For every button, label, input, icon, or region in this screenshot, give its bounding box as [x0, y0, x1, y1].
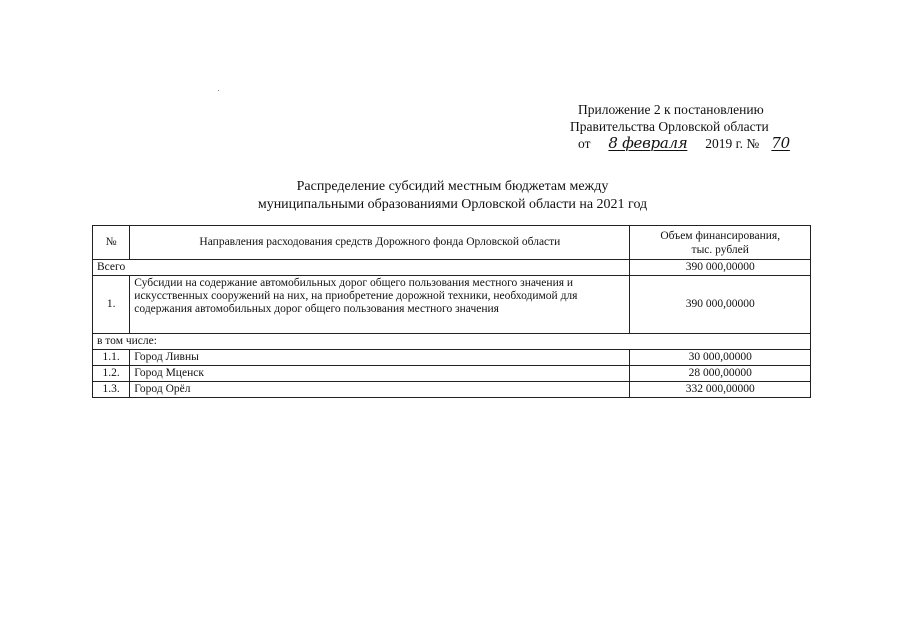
total-label: Всего — [93, 260, 630, 276]
table-header-row — [93, 226, 811, 260]
main-row-num: 1. — [93, 276, 130, 334]
row-num: 1.2. — [93, 366, 130, 382]
row-name: Город Мценск — [130, 366, 630, 382]
appendix-year-text: 2019 г. № — [705, 136, 760, 151]
including-label: в том числе: — [93, 334, 811, 350]
appendix-block — [570, 101, 810, 152]
handwritten-number: 70 — [771, 134, 790, 152]
table-row — [93, 382, 811, 398]
header-amount-line-1: Объем финансирования, — [660, 229, 781, 242]
header-num: № — [93, 226, 130, 260]
appendix-line-1: Приложение 2 к постановлению — [578, 102, 764, 117]
appendix-from-prefix: от — [578, 136, 591, 151]
document-title — [200, 178, 705, 214]
row-amount: 332 000,00000 — [630, 382, 811, 398]
row-num: 1.1. — [93, 350, 130, 366]
row-amount: 28 000,00000 — [630, 366, 811, 382]
row-num: 1.3. — [93, 382, 130, 398]
header-amount-line-2: тыс. рублей — [691, 243, 749, 256]
appendix-line-2: Правительства Орловской области — [570, 119, 769, 134]
title-line-1: Распределение субсидий местным бюджетам между — [296, 179, 609, 194]
appendix-line-3 — [570, 135, 810, 152]
total-amount: 390 000,00000 — [630, 260, 811, 276]
main-row-description: Субсидии на содержание автомобильных дорог общего пользования местного значения и искусственных сооружений на них, на приобретение дорожной техники, необходимой для содержания автомобильных дорог общего пользования местного значения — [130, 276, 630, 334]
header-amount — [630, 226, 811, 260]
handwritten-date: 8 февраля — [608, 134, 688, 152]
table-row-total — [93, 260, 811, 276]
table-row-including — [93, 334, 811, 350]
row-name: Город Ливны — [130, 350, 630, 366]
table-row-main — [93, 276, 811, 334]
row-name: Город Орёл — [130, 382, 630, 398]
table-row — [93, 350, 811, 366]
header-direction: Направления расходования средств Дорожного фонда Орловской области — [130, 226, 630, 260]
subsidy-table — [92, 225, 811, 398]
table-row — [93, 366, 811, 382]
scan-speck — [218, 90, 219, 91]
title-line-2: муниципальными образованиями Орловской области на 2021 год — [257, 197, 648, 212]
main-row-amount: 390 000,00000 — [630, 276, 811, 334]
row-amount: 30 000,00000 — [630, 350, 811, 366]
